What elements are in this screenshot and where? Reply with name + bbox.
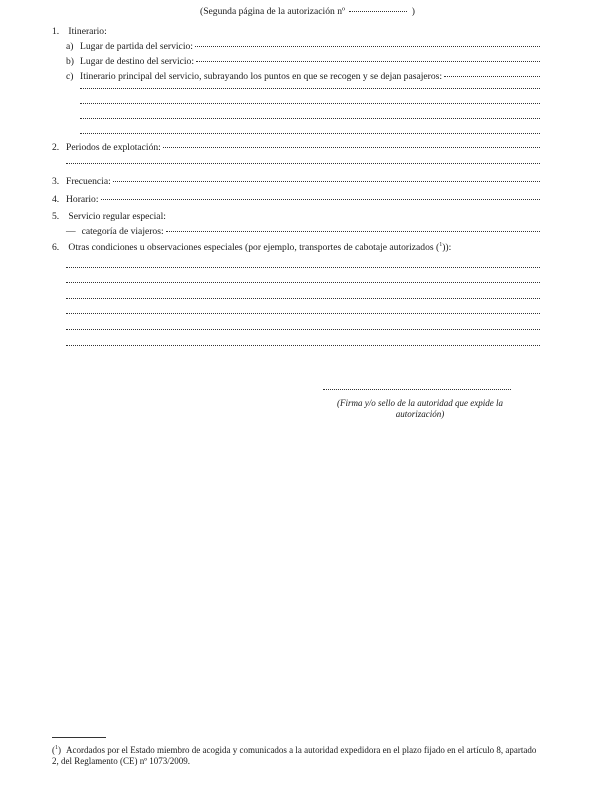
field-destination[interactable] xyxy=(66,56,540,67)
footnote-reference: 1 xyxy=(439,241,443,248)
section-1-number: 1. xyxy=(52,26,60,37)
section-6-number: 6. xyxy=(52,242,60,253)
section-6-label: Otras condiciones u observaciones especiales (por ejemplo, transportes de cabotaje autorizados ( xyxy=(68,242,440,253)
field-destination-label: Lugar de destino del servicio: xyxy=(80,56,195,67)
conditions-blank-line[interactable] xyxy=(66,282,540,283)
dash-mark: — xyxy=(66,226,76,237)
field-operating-periods[interactable] xyxy=(52,142,540,153)
signature-line[interactable] xyxy=(323,389,511,390)
section-1-heading xyxy=(52,26,107,37)
footnote-rule xyxy=(52,737,106,738)
route-blank-line[interactable] xyxy=(80,88,540,89)
section-3-number: 3. xyxy=(52,176,60,187)
field-departure-blank[interactable] xyxy=(195,46,540,47)
footnote-marker: 1 xyxy=(55,745,58,751)
section-6-close: )): xyxy=(442,242,452,253)
conditions-blank-line[interactable] xyxy=(66,267,540,268)
header-number-blank xyxy=(349,11,407,12)
field-schedule-blank[interactable] xyxy=(101,199,540,200)
section-4-label: Horario: xyxy=(66,194,99,205)
header-prefix: (Segunda página de la autorización nº xyxy=(200,6,345,17)
section-5-number: 5. xyxy=(52,211,60,222)
field-frequency[interactable] xyxy=(52,176,540,187)
conditions-blank-line[interactable] xyxy=(66,329,540,330)
section-2-label: Periodos de explotación: xyxy=(66,142,161,153)
field-departure[interactable] xyxy=(66,41,540,52)
field-departure-label: Lugar de partida del servicio: xyxy=(80,41,193,52)
field-main-route-blank[interactable] xyxy=(444,76,540,77)
section-3-label: Frecuencia: xyxy=(66,176,111,187)
section-5-label: Servicio regular especial: xyxy=(68,211,166,222)
field-frequency-blank[interactable] xyxy=(113,181,540,182)
field-destination-mark: b) xyxy=(66,56,74,67)
conditions-blank-line[interactable] xyxy=(66,298,540,299)
field-passenger-category-label: categoría de viajeros: xyxy=(81,226,164,237)
field-passenger-category-blank[interactable] xyxy=(166,231,540,232)
section-4-number: 4. xyxy=(52,194,60,205)
footnote: ($^1$) Acordados por el Estado miembro de acogida y comunicados a la autoridad expedidora en el plazo fijado en el artículo 8, apartado 2, del Reglamento (CE) nº 1073/2009. xyxy=(52,745,537,766)
conditions-blank-line[interactable] xyxy=(66,345,540,346)
field-schedule[interactable] xyxy=(52,194,540,205)
section-5-heading xyxy=(52,211,166,222)
route-blank-line[interactable] xyxy=(80,103,540,104)
field-departure-mark: a) xyxy=(66,41,74,52)
section-2-number: 2. xyxy=(52,142,60,153)
field-main-route-label: Itinerario principal del servicio, subrayando los puntos en que se recogen y se dejan pasajeros: xyxy=(80,71,443,82)
field-main-route[interactable] xyxy=(66,71,540,82)
route-blank-line[interactable] xyxy=(80,118,540,119)
section-1-label: Itinerario: xyxy=(68,26,107,37)
header-suffix: ) xyxy=(411,6,415,17)
route-blank-line[interactable] xyxy=(80,133,540,134)
footnote-text: Acordados por el Estado miembro de acogida y comunicados a la autoridad expedidora en el plazo fijado en el artículo 8, apartado 2, del Reglamento (CE) nº 1073/2009. xyxy=(52,745,537,766)
signature-caption: (Firma y/o sello de la autoridad que expide la autorización) xyxy=(337,398,503,419)
page-header xyxy=(200,6,415,17)
field-destination-blank[interactable] xyxy=(196,61,540,62)
field-main-route-mark: c) xyxy=(66,71,74,82)
field-passenger-category[interactable] xyxy=(66,226,540,237)
conditions-blank-line[interactable] xyxy=(66,313,540,314)
operating-periods-blank-line[interactable] xyxy=(66,163,540,164)
section-6-heading xyxy=(52,242,451,253)
field-operating-periods-blank[interactable] xyxy=(163,147,540,148)
